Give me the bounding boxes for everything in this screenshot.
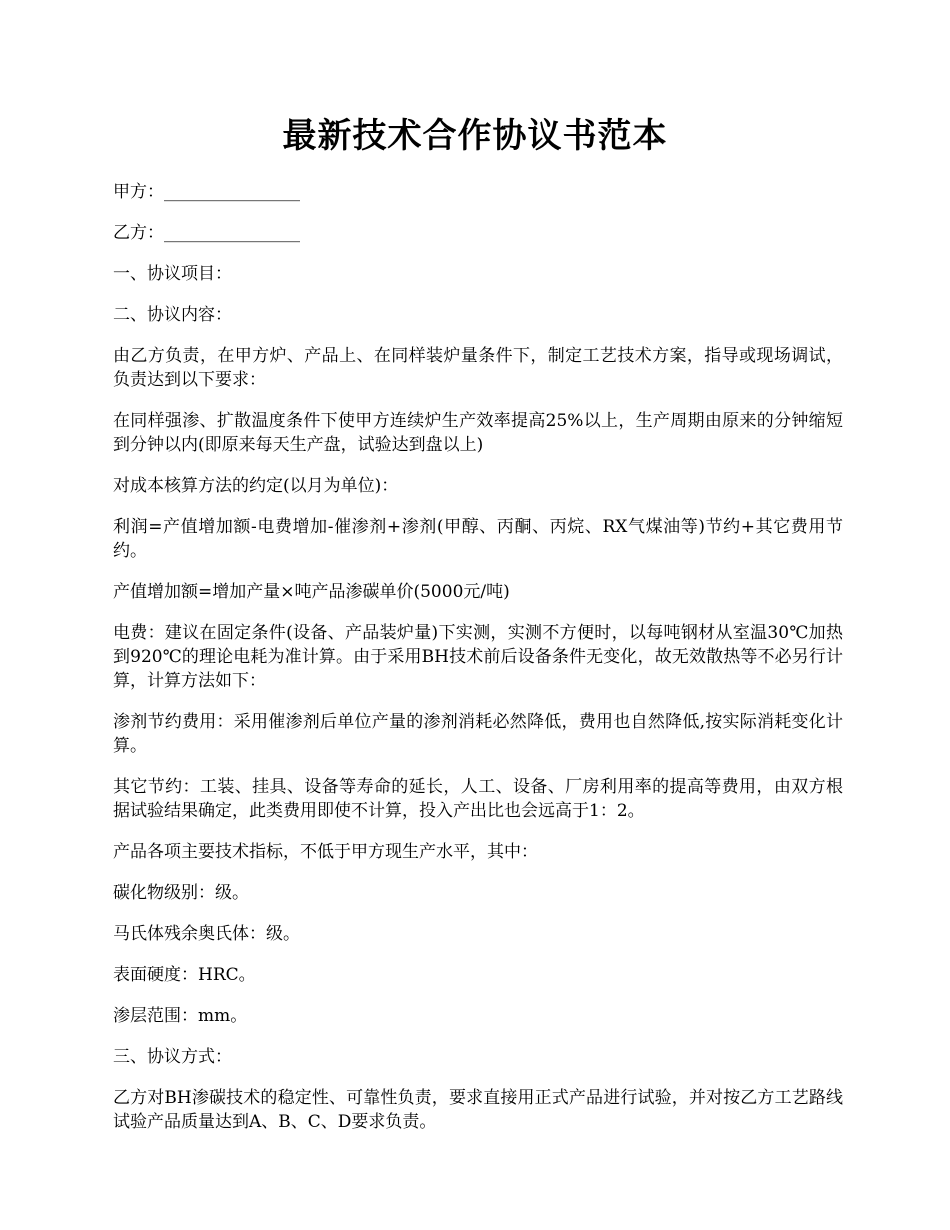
paragraph-responsibility: 由乙方负责，在甲方炉、产品上、在同样装炉量条件下，制定工艺技术方案，指导或现场调试，负责达到以下要求： <box>113 346 843 390</box>
paragraph-electricity: 电费：建议在固定条件(设备、产品装炉量)下实测，实测不方便时，以每吨钢材从室温30℃加热到920℃的理论电耗为准计算。由于采用BH技术前后设备条件无变化，故无效散热等不必另行计算，计算方法如下： <box>113 623 843 691</box>
section-heading-method: 三、协议方式： <box>113 1047 232 1067</box>
paragraph-output-value: 产值增加额=增加产量×吨产品渗碳单价(5000元/吨) <box>113 582 510 602</box>
indicator-layer-range: 渗层范围：mm。 <box>113 1006 248 1026</box>
document-body <box>113 180 843 1151</box>
paragraph-profit-formula: 利润=产值增加额-电费增加-催渗剂+渗剂(甲醇、丙酮、丙烷、RX气煤油等)节约+其它费用节约。 <box>113 517 843 561</box>
party-a-line: 甲方：________________ <box>113 182 300 202</box>
section-heading-content: 二、协议内容： <box>113 305 232 325</box>
section-heading-project: 一、协议项目： <box>113 264 232 284</box>
paragraph-efficiency: 在同样强渗、扩散温度条件下使甲方连续炉生产效率提高25%以上，生产周期由原来的分钟缩短到分钟以内(即原来每天生产盘，试验达到盘以上) <box>113 411 843 455</box>
paragraph-bh-responsibility: 乙方对BH渗碳技术的稳定性、可靠性负责，要求直接用正式产品进行试验，并对按乙方工艺路线试验产品质量达到A、B、C、D要求负责。 <box>113 1088 843 1132</box>
document-title: 最新技术合作协议书范本 <box>282 116 668 156</box>
paragraph-tech-indicators: 产品各项主要技术指标，不低于甲方现生产水平，其中： <box>113 842 538 862</box>
party-b-line: 乙方：________________ <box>113 223 300 243</box>
paragraph-agent-savings: 渗剂节约费用：采用催渗剂后单位产量的渗剂消耗必然降低，费用也自然降低,按实际消耗变化计算。 <box>113 712 843 756</box>
indicator-surface-hardness: 表面硬度：HRC。 <box>113 965 256 985</box>
indicator-carbide-level: 碳化物级别：级。 <box>113 883 249 903</box>
indicator-martensite: 马氏体残余奥氏体：级。 <box>113 924 300 944</box>
paragraph-other-savings: 其它节约：工装、挂具、设备等寿命的延长，人工、设备、厂房利用率的提高等费用，由双方根据试验结果确定，此类费用即使不计算，投入产出比也会远高于1：2。 <box>113 777 843 821</box>
paragraph-cost-method: 对成本核算方法的约定(以月为单位)： <box>113 476 399 496</box>
